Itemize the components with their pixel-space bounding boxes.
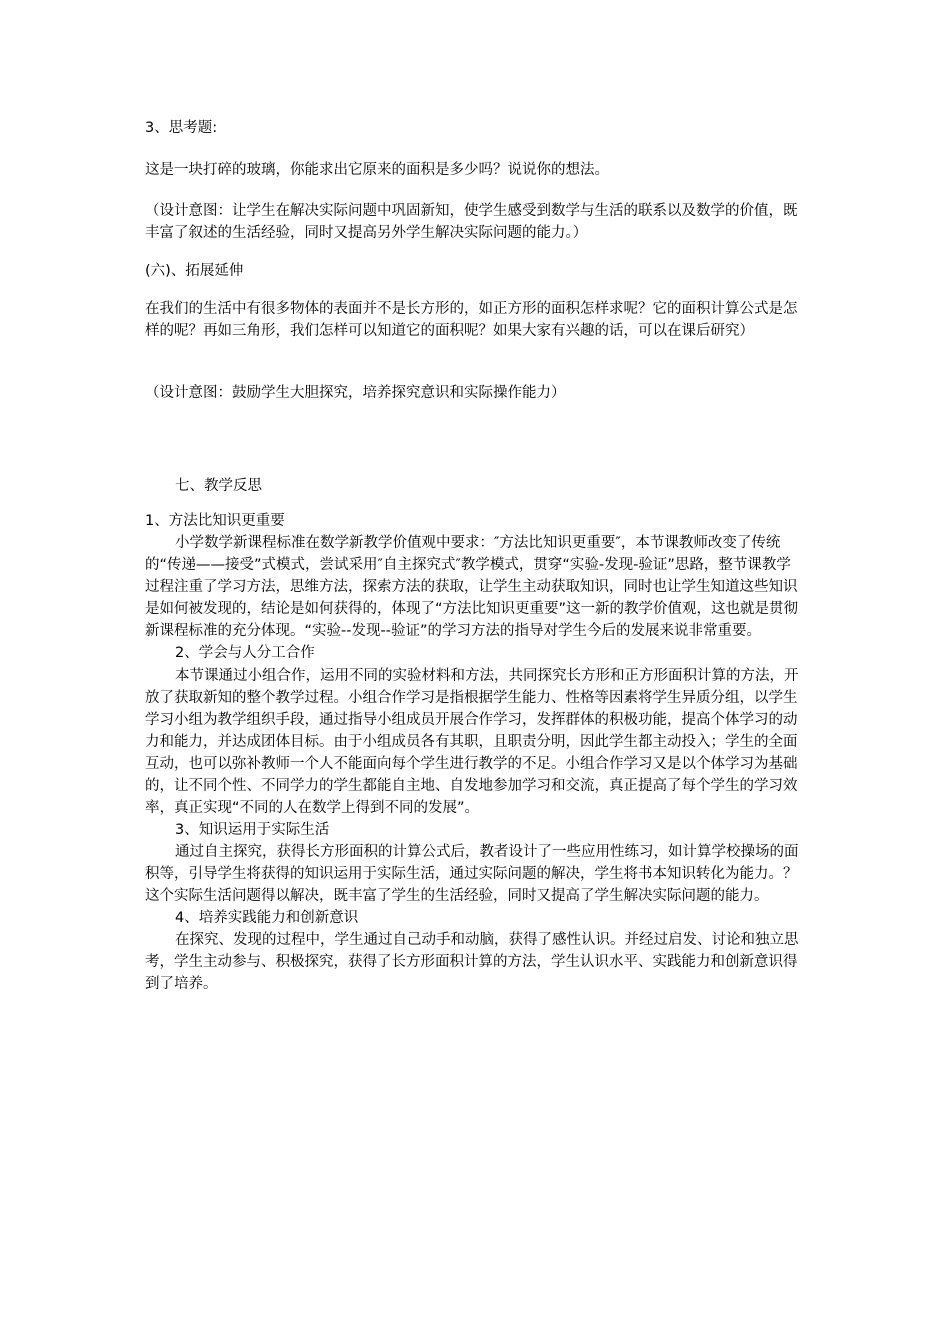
reflection-item-heading: 3、知识运用于实际生活 [175, 821, 330, 838]
reflection-item-body: 小学数学新课程标准在数学新教学价值观中要求：″方法比知识更重要″，本节课教师改变了传统的“传递——接受”式模式，尝试采用″自主探究式″教学模式，贯穿“实验-发现-验证”思路，整节课教学过程注重了学习方法，思维方法，探索方法的获取，让学生主动获取知识，同时也让学生知道这些知识是如何被发现的，结论是如何获得的，体现了“方法比知识更重要”这一新的教学价值观，这也就是贯彻新课程标准的充分体现。“实验--发现--验证”的学习方法的指导对学生今后的发展来说非常重要。 [145, 535, 799, 640]
reflection-item-heading: 4、培养实践能力和创新意识 [175, 909, 359, 926]
teaching-reflection-section [145, 475, 805, 995]
design-intent-paragraph-2: （设计意图：鼓励学生大胆探究，培养探究意识和实际操作能力） [145, 385, 566, 401]
thinking-question-title: 3、思考题: [145, 120, 218, 136]
reflection-item-body: 在探究、发现的过程中，学生通过自己动手和动脑，获得了感性认识。并经过启发、讨论和独立思考，学生主动参与、积极探究，获得了长方形面积计算的方法，学生认识水平、实践能力和创新意识得到了培养。 [145, 932, 799, 993]
extension-paragraph: 在我们的生活中有很多物体的表面并不是长方形的，如正方形的面积怎样求呢？它的面积计算公式是怎样的呢？再如三角形，我们怎样可以知道它的面积呢？如果大家有兴趣的话，可以在课后研究） [145, 301, 798, 339]
thinking-question-text: 这是一块打碎的玻璃，你能求出它原来的面积是多少吗？说说你的想法。 [145, 162, 609, 178]
design-intent-paragraph: （设计意图：让学生在解决实际问题中巩固新知，使学生感受到数学与生活的联系以及数学的价值，既丰富了叙述的生活经验，同时又提高另外学生解决实际问题的能力。） [145, 203, 798, 241]
reflection-item-body: 通过自主探究，获得长方形面积的计算公式后，教者设计了一些应用性练习，如计算学校操场的面积等，引导学生将获得的知识运用于实际生活，通过实际问题的解决，学生将书本知识转化为能力。？这个实际生活问题得以解决，既丰富了学生的生活经验，同时又提高了学生解决实际问题的能力。 [145, 843, 799, 904]
extension-section-title: (六)、拓展延伸 [145, 263, 244, 279]
reflection-item-body: 本节课通过小组合作，运用不同的实验材料和方法，共同探究长方形和正方形面积计算的方法，开放了获取新知的整个教学过程。小组合作学习是指根据学生能力、性格等因素将学生异质分组，以学生学习小组为教学组织手段，通过指导小组成员开展合作学习，发挥群体的积极功能，提高个体学习的动力和能力，并达成团体目标。由于小组成员各有其职，且职责分明，因此学生都主动投入；学生的全面互动，也可以弥补教师一个人不能面向每个学生进行教学的不足。小组合作学习又是以个体学习为基础的，让不同个性、不同学力的学生都能自主地、自发地参加学习和交流，真正提高了每个学生的学习效率，真正实现“不同的人在数学上得到不同的发展”。 [145, 667, 799, 816]
reflection-title: 七、教学反思 [175, 478, 262, 494]
reflection-item-heading: 1、方法比知识更重要 [145, 513, 285, 530]
reflection-item-heading: 2、学会与人分工合作 [175, 645, 315, 662]
